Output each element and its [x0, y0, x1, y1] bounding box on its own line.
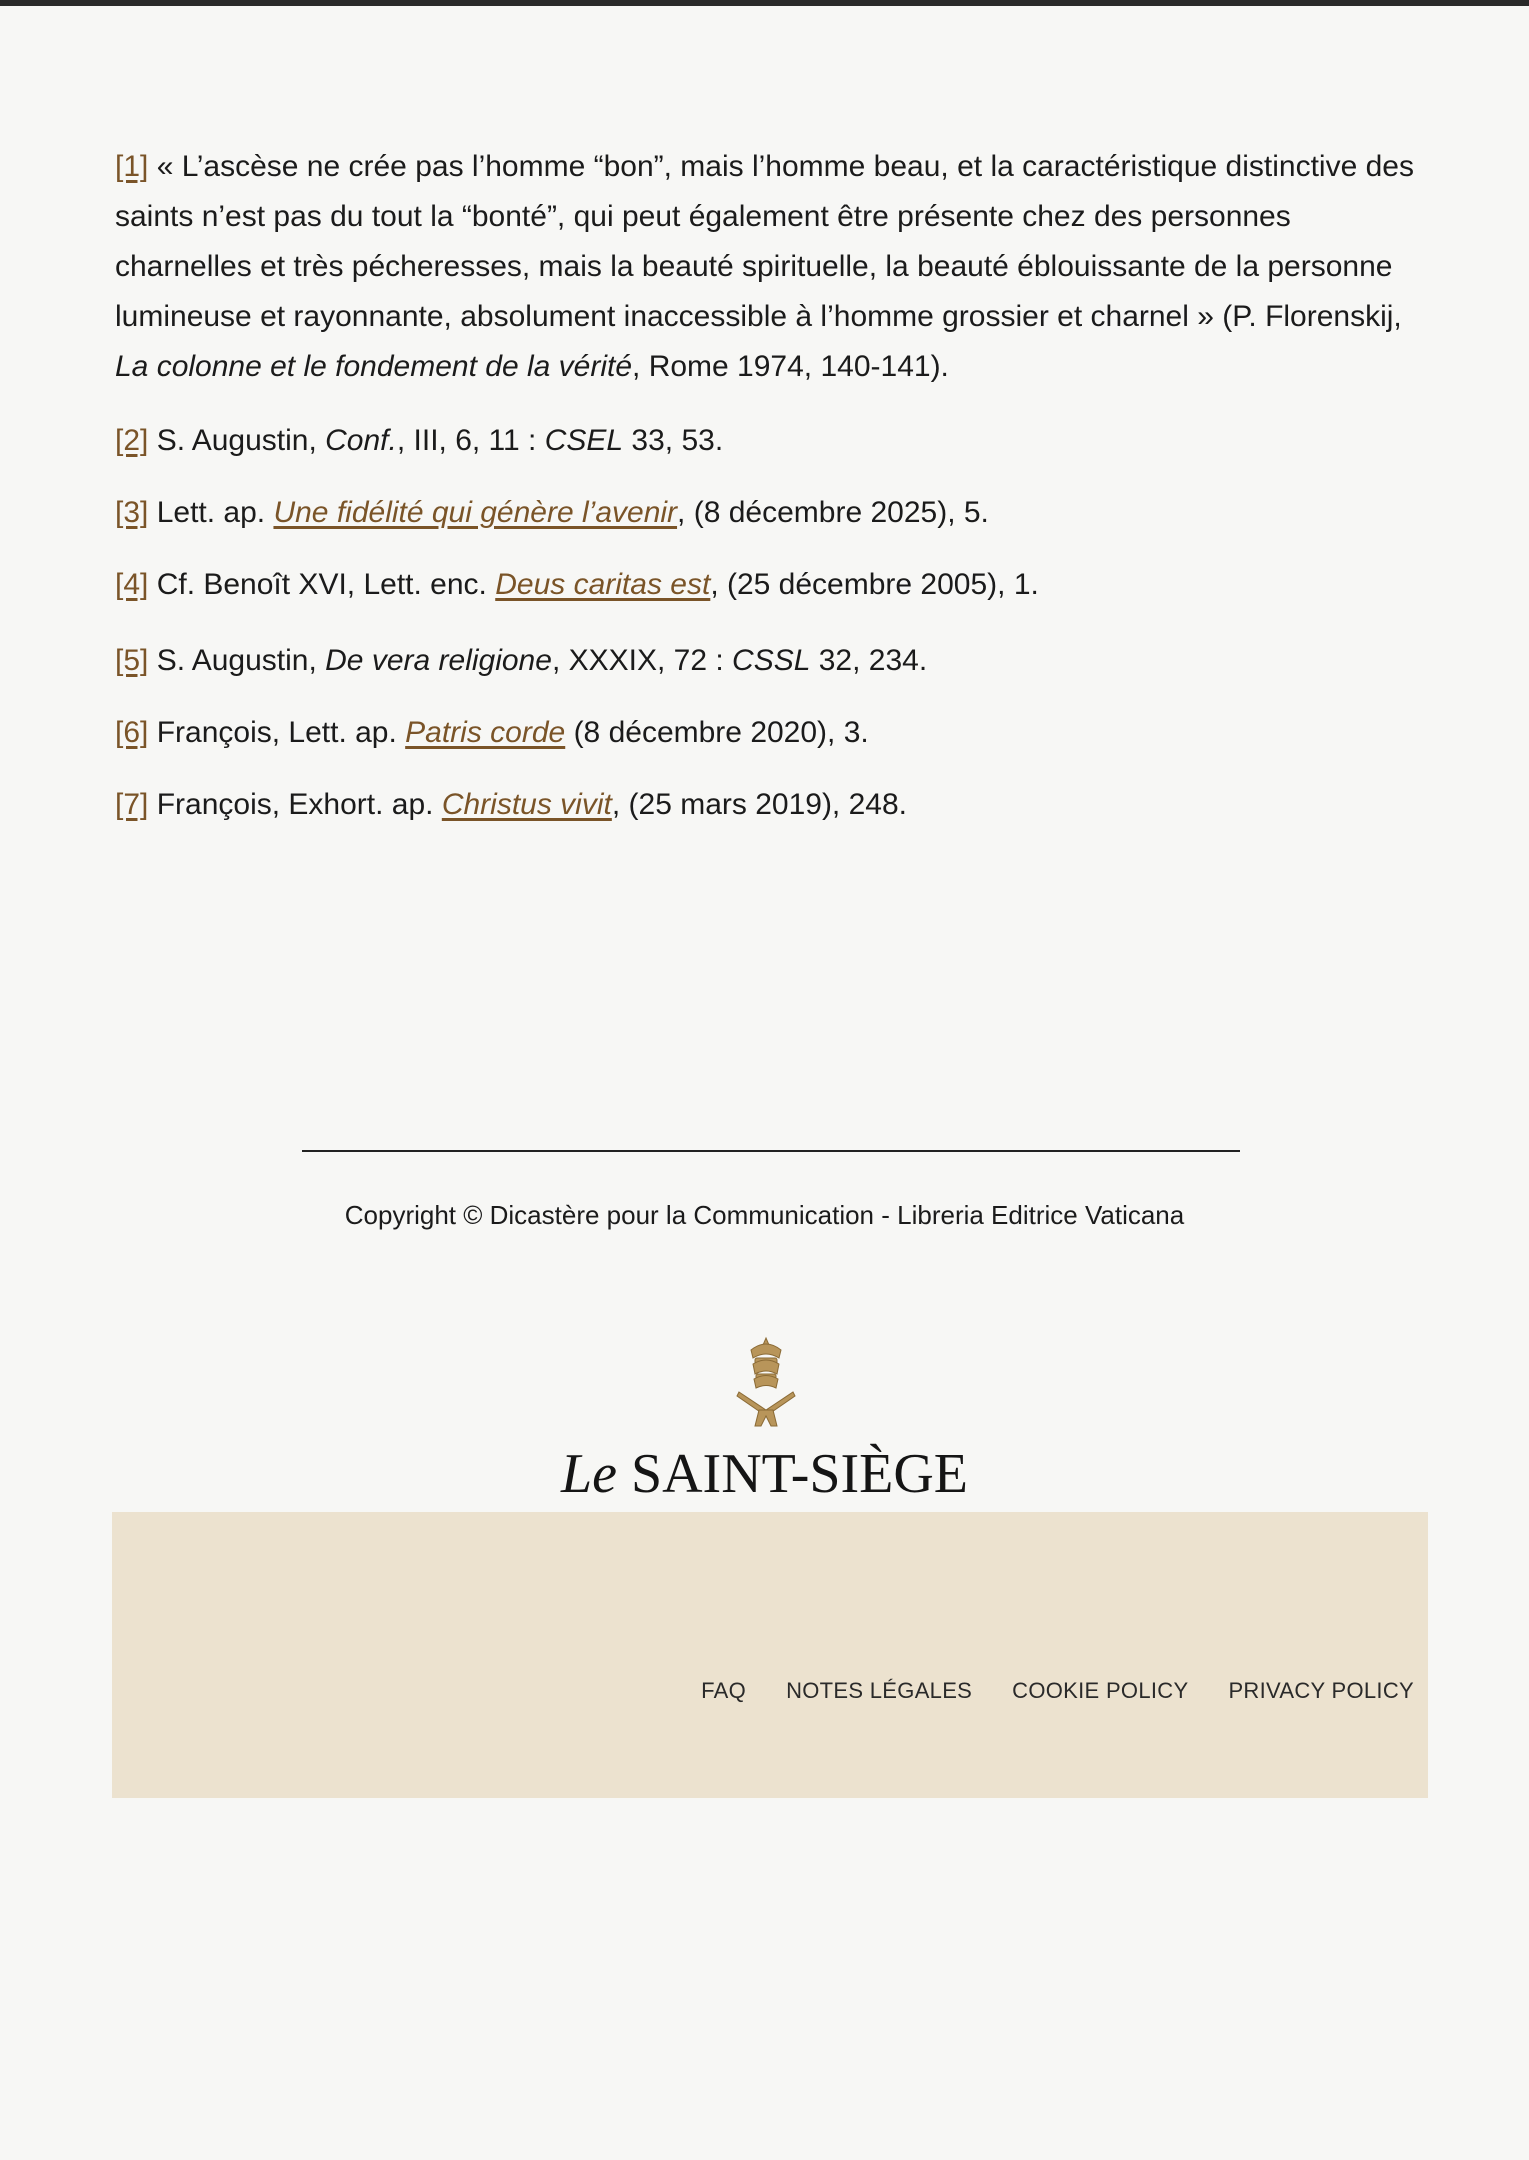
cited-title: CSSL [732, 644, 811, 677]
footnote-ref-link[interactable]: [3] [115, 496, 149, 529]
footnote-text: S. Augustin, [148, 644, 326, 677]
footnote-text: Lett. ap. [148, 496, 274, 529]
footnote-text: « L’ascèse ne crée pas l’homme “bon”, mais l’homme beau, et la caractéristique distinctive des saints n’est pas du tout la “bonté”, qui peut également être présente chez des personnes charnelles et très pécheresses, mais la beauté spirituelle, la beauté éblouissante de la personne lumineuse et rayonnante, absolument inaccessible à l’homme grossier et charnel » (P. Florenskij, [115, 150, 1414, 333]
footnote-text: (8 décembre 2020), 3. [565, 716, 869, 749]
footnotes [115, 142, 1425, 830]
footnote-text: S. Augustin, [148, 424, 326, 457]
cited-document-link[interactable]: Christus vivit [441, 788, 612, 821]
cited-title: La colonne et le fondement de la vérité [115, 350, 633, 383]
footnote-text: , XXXIX, 72 : [551, 644, 733, 677]
footnote-text: 32, 234. [810, 644, 928, 677]
footer-nav [701, 1678, 1414, 1704]
footnote-text: , III, 6, 11 : [396, 424, 545, 457]
footnote-text: , (25 décembre 2005), 1. [710, 568, 1039, 601]
page-top-edge [0, 0, 1529, 6]
divider [302, 1150, 1240, 1152]
cited-title: Conf. [325, 424, 397, 457]
footnote-text: , Rome 1974, 140-141). [632, 350, 949, 383]
papal-emblem-icon [729, 1336, 803, 1428]
footnote-text: Cf. Benoît XVI, Lett. enc. [148, 568, 496, 601]
brand-prefix: Le [560, 1443, 617, 1505]
cited-document-link[interactable]: Deus caritas est [495, 568, 711, 601]
footnote-ref-link[interactable]: [7] [115, 788, 149, 821]
footnote [115, 560, 1425, 610]
copyright-text: Copyright © Dicastère pour la Communication - Libreria Editrice Vaticana [344, 1200, 1185, 1230]
footnote [115, 416, 1425, 466]
footnote [115, 142, 1425, 392]
footnote-text: François, Exhort. ap. [148, 788, 442, 821]
footnote [115, 708, 1425, 758]
footnote-text: François, Lett. ap. [148, 716, 406, 749]
footer-link-cookie-policy[interactable]: COOKIE POLICY [1012, 1678, 1189, 1703]
cited-title: De vera religione [325, 644, 552, 677]
footnote-ref-link[interactable]: [2] [115, 424, 149, 457]
footnote-text: 33, 53. [623, 424, 724, 457]
footnote [115, 488, 1425, 538]
footnote [115, 636, 1425, 686]
footer-link-notes-legales[interactable]: NOTES LÉGALES [786, 1678, 973, 1703]
footnote-ref-link[interactable]: [5] [115, 644, 149, 677]
cited-title: CSEL [544, 424, 624, 457]
cited-document-link[interactable]: Patris corde [405, 716, 566, 749]
footnote-ref-link[interactable]: [1] [115, 150, 149, 183]
footnote-ref-link[interactable]: [4] [115, 568, 149, 601]
footnote-text: , (25 mars 2019), 248. [611, 788, 907, 821]
footnote-ref-link[interactable]: [6] [115, 716, 149, 749]
footer [112, 1512, 1428, 1798]
brand-name: SAINT-SIÈGE [630, 1443, 969, 1505]
brand-wordmark[interactable] [0, 1442, 1529, 1506]
cited-document-link[interactable]: Une fidélité qui génère l’avenir [273, 496, 678, 529]
footer-link-privacy-policy[interactable]: PRIVACY POLICY [1228, 1678, 1414, 1703]
footer-link-faq[interactable]: FAQ [701, 1678, 747, 1703]
footnote-text: , (8 décembre 2025), 5. [677, 496, 989, 529]
footnote [115, 780, 1425, 830]
